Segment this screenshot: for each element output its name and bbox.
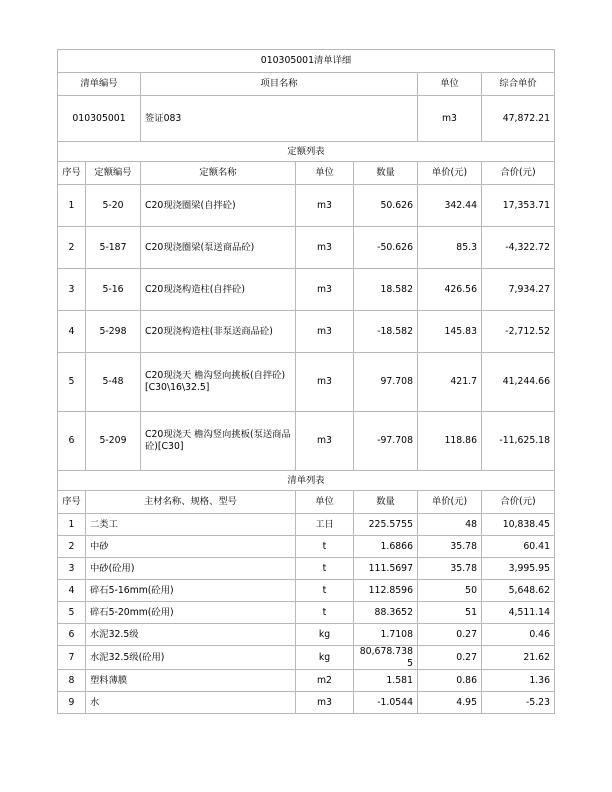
- material-unit-price: 0.86: [418, 670, 482, 692]
- material-unit-price: 50: [418, 580, 482, 602]
- page-title: 010305001清单详细: [58, 50, 555, 73]
- material-total: 5,648.62: [482, 580, 555, 602]
- material-index: 7: [58, 646, 86, 670]
- table-row: [58, 558, 555, 580]
- material-unit: 工日: [296, 514, 354, 536]
- material-quantity: 1.581: [354, 670, 418, 692]
- material-name: 二类工: [86, 514, 296, 536]
- material-unit-price: 0.27: [418, 624, 482, 646]
- cost-detail-table: [57, 49, 555, 714]
- material-name: 中砂: [86, 536, 296, 558]
- material-quantity: 111.5697: [354, 558, 418, 580]
- material-header-name: 主材名称、规格、型号: [86, 491, 296, 514]
- quota-header-code: 定额编号: [86, 162, 141, 185]
- table-row: [58, 670, 555, 692]
- quota-quantity: 97.708: [354, 353, 418, 412]
- quota-quantity: -18.582: [354, 311, 418, 353]
- quota-total: -11,625.18: [482, 412, 555, 471]
- material-name: 中砂(砼用): [86, 558, 296, 580]
- material-name: 碎石5-16mm(砼用): [86, 580, 296, 602]
- table-row: [58, 514, 555, 536]
- material-index: 4: [58, 580, 86, 602]
- quota-quantity: -97.708: [354, 412, 418, 471]
- quota-code: 5-16: [86, 269, 141, 311]
- quota-header-quantity: 数量: [354, 162, 418, 185]
- material-total: 10,838.45: [482, 514, 555, 536]
- material-unit: t: [296, 558, 354, 580]
- quota-index: 3: [58, 269, 86, 311]
- summary-unit-price: 47,872.21: [482, 96, 555, 142]
- material-unit: m2: [296, 670, 354, 692]
- material-unit: t: [296, 602, 354, 624]
- table-row: [58, 185, 555, 227]
- summary-header-row: [58, 73, 555, 96]
- quota-unit-price: 118.86: [418, 412, 482, 471]
- quota-index: 6: [58, 412, 86, 471]
- material-quantity: 80,678.7385: [354, 646, 418, 670]
- quota-unit: m3: [296, 412, 354, 471]
- quota-unit: m3: [296, 269, 354, 311]
- table-row: [58, 580, 555, 602]
- quota-unit-price: 426.56: [418, 269, 482, 311]
- quota-index: 5: [58, 353, 86, 412]
- material-header-index: 序号: [58, 491, 86, 514]
- material-header-total: 合价(元): [482, 491, 555, 514]
- quota-total: 7,934.27: [482, 269, 555, 311]
- material-quantity: 1.7108: [354, 624, 418, 646]
- material-index: 8: [58, 670, 86, 692]
- quota-total: 17,353.71: [482, 185, 555, 227]
- quota-header-total: 合价(元): [482, 162, 555, 185]
- quota-unit-price: 342.44: [418, 185, 482, 227]
- quota-index: 4: [58, 311, 86, 353]
- quota-unit-price: 421.7: [418, 353, 482, 412]
- material-unit: kg: [296, 646, 354, 670]
- quota-total: 41,244.66: [482, 353, 555, 412]
- quota-quantity: 18.582: [354, 269, 418, 311]
- material-total: 3,995.95: [482, 558, 555, 580]
- quota-unit-price: 145.83: [418, 311, 482, 353]
- summary-code: 010305001: [58, 96, 141, 142]
- quota-unit-price: 85.3: [418, 227, 482, 269]
- quota-code: 5-48: [86, 353, 141, 412]
- summary-header-name: 项目名称: [141, 73, 418, 96]
- table-row: [58, 311, 555, 353]
- material-total: 4,511.14: [482, 602, 555, 624]
- summary-header-unit: 单位: [418, 73, 482, 96]
- quota-quantity: -50.626: [354, 227, 418, 269]
- material-quantity: 225.5755: [354, 514, 418, 536]
- material-index: 1: [58, 514, 86, 536]
- table-row: [58, 624, 555, 646]
- quota-header-index: 序号: [58, 162, 86, 185]
- material-unit-price: 48: [418, 514, 482, 536]
- summary-header-code: 清单编号: [58, 73, 141, 96]
- material-unit-price: 51: [418, 602, 482, 624]
- quota-code: 5-298: [86, 311, 141, 353]
- material-total: 0.46: [482, 624, 555, 646]
- quota-name: C20现浇构造柱(自拌砼): [141, 269, 296, 311]
- table-row: [58, 536, 555, 558]
- quota-total: -4,322.72: [482, 227, 555, 269]
- quota-header-name: 定额名称: [141, 162, 296, 185]
- material-name: 水泥32.5级(砼用): [86, 646, 296, 670]
- summary-header-unit-price: 综合单价: [482, 73, 555, 96]
- quota-unit: m3: [296, 353, 354, 412]
- material-unit-price: 4.95: [418, 692, 482, 714]
- table-row: [58, 602, 555, 624]
- material-header-row: [58, 491, 555, 514]
- material-header-unit: 单位: [296, 491, 354, 514]
- material-unit-price: 35.78: [418, 558, 482, 580]
- quota-index: 2: [58, 227, 86, 269]
- quota-name: C20现浇天 檐沟竖向挑板(泵送商品砼)[C30]: [141, 412, 296, 471]
- summary-row: [58, 96, 555, 142]
- quota-code: 5-187: [86, 227, 141, 269]
- material-quantity: -1.0544: [354, 692, 418, 714]
- quota-name: C20现浇圈梁(泵送商品砼): [141, 227, 296, 269]
- quota-section-title: 定额列表: [58, 142, 555, 162]
- material-header-unit-price: 单价(元): [418, 491, 482, 514]
- material-section-title: 清单列表: [58, 471, 555, 491]
- table-row: [58, 646, 555, 670]
- summary-unit: m3: [418, 96, 482, 142]
- material-unit: t: [296, 580, 354, 602]
- material-name: 水: [86, 692, 296, 714]
- material-section-banner-row: [58, 471, 555, 491]
- material-index: 6: [58, 624, 86, 646]
- material-index: 9: [58, 692, 86, 714]
- quota-index: 1: [58, 185, 86, 227]
- material-total: 21.62: [482, 646, 555, 670]
- material-header-quantity: 数量: [354, 491, 418, 514]
- table-row: [58, 692, 555, 714]
- quota-quantity: 50.626: [354, 185, 418, 227]
- quota-name: C20现浇天 檐沟竖向挑板(自拌砼)[C30\16\32.5]: [141, 353, 296, 412]
- material-name: 水泥32.5级: [86, 624, 296, 646]
- material-quantity: 88.3652: [354, 602, 418, 624]
- material-name: 碎石5-20mm(砼用): [86, 602, 296, 624]
- material-unit: t: [296, 536, 354, 558]
- quota-code: 5-209: [86, 412, 141, 471]
- document-sheet: [57, 49, 554, 714]
- material-total: -5.23: [482, 692, 555, 714]
- material-total: 1.36: [482, 670, 555, 692]
- table-row: [58, 412, 555, 471]
- table-row: [58, 269, 555, 311]
- quota-header-unit: 单位: [296, 162, 354, 185]
- material-total: 60.41: [482, 536, 555, 558]
- material-index: 2: [58, 536, 86, 558]
- quota-total: -2,712.52: [482, 311, 555, 353]
- material-quantity: 1.6866: [354, 536, 418, 558]
- quota-unit: m3: [296, 311, 354, 353]
- quota-code: 5-20: [86, 185, 141, 227]
- material-unit-price: 0.27: [418, 646, 482, 670]
- document-title-row: [58, 50, 555, 73]
- material-unit: kg: [296, 624, 354, 646]
- quota-unit: m3: [296, 227, 354, 269]
- quota-header-unit-price: 单价(元): [418, 162, 482, 185]
- material-unit: m3: [296, 692, 354, 714]
- summary-name: 签证083: [141, 96, 418, 142]
- quota-header-row: [58, 162, 555, 185]
- material-index: 5: [58, 602, 86, 624]
- table-row: [58, 353, 555, 412]
- quota-section-banner-row: [58, 142, 555, 162]
- material-index: 3: [58, 558, 86, 580]
- quota-name: C20现浇构造柱(非泵送商品砼): [141, 311, 296, 353]
- quota-unit: m3: [296, 185, 354, 227]
- quota-name: C20现浇圈梁(自拌砼): [141, 185, 296, 227]
- table-row: [58, 227, 555, 269]
- material-unit-price: 35.78: [418, 536, 482, 558]
- material-name: 塑料薄膜: [86, 670, 296, 692]
- material-quantity: 112.8596: [354, 580, 418, 602]
